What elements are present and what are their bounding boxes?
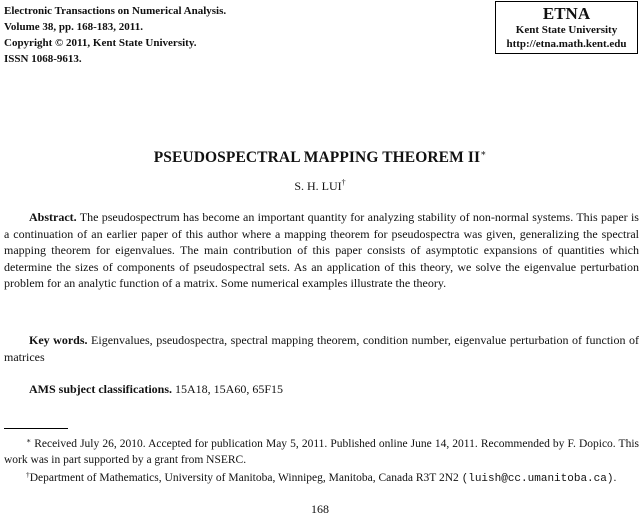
- etna-url[interactable]: http://etna.math.kent.edu: [506, 38, 627, 50]
- page-number: 168: [311, 502, 329, 516]
- paper-title: [0, 148, 640, 167]
- footnote-2-text: Department of Mathematics, University of Manitoba, Winnipeg, Manitoba, Canada R3T 2N2: [29, 472, 459, 484]
- journal-name: Electronic Transactions on Numerical Analysis.: [4, 5, 227, 17]
- footnote-2-end: .: [613, 472, 617, 484]
- keywords: [4, 332, 639, 365]
- title-footnote-mark: ∗: [480, 148, 487, 158]
- author-footnote-mark: †: [341, 178, 346, 187]
- etna-name: ETNA: [542, 4, 591, 23]
- etna-university: Kent State University: [515, 24, 618, 36]
- abstract-text: The pseudospectrum has become an important quantity for analyzing stability of non-normal systems. This paper is a continuation of an earlier paper of this author where a mapping theorem for pseudospectra was given, generalizing the spectral mapping theorem for eigenvalues. The main contribution of this paper consists of asymptotic expansions of quantities which determine the sizes of components of pseudospectral sets. As an application of this theory, we solve the eigenvalue perturbation problem for an analytic function of a matrix. Some numerical examples illustrate the theory.: [4, 210, 639, 290]
- footnote-received: [4, 433, 639, 468]
- author-email[interactable]: (luish@cc.umanitoba.ca): [461, 473, 614, 485]
- journal-copyright: Copyright © 2011, Kent State University.: [4, 37, 197, 49]
- footnote-divider: [4, 428, 68, 429]
- abstract-heading: Abstract.: [29, 210, 77, 224]
- abstract: [4, 209, 639, 292]
- footnote-1-text: Received July 26, 2010. Accepted for publication May 5, 2011. Published online June 14, 2011. Recommended by F. Dopico. This work was in part supported by a grant from NSERC.: [4, 438, 640, 466]
- ams-text: 15A18, 15A60, 65F15: [175, 382, 284, 396]
- paper-title-text: PSEUDOSPECTRAL MAPPING THEOREM II: [153, 149, 481, 166]
- footnote-1-mark: ∗: [26, 436, 32, 445]
- author-name: S. H. LUI: [294, 179, 342, 193]
- footnote-affiliation: [4, 467, 639, 488]
- ams-heading: AMS subject classifications.: [29, 382, 172, 396]
- etna-box: [495, 1, 638, 54]
- ams-classifications: [4, 381, 639, 398]
- keywords-text: Eigenvalues, pseudospectra, spectral mapping theorem, condition number, eigenvalue perturbation of function of matrices: [4, 333, 639, 364]
- footnote-2-mark: †: [26, 470, 30, 479]
- keywords-heading: Key words.: [29, 333, 88, 347]
- journal-issn: ISSN 1068-9613.: [4, 53, 82, 65]
- journal-header: [4, 3, 226, 67]
- journal-volume: Volume 38, pp. 168-183, 2011.: [4, 21, 143, 33]
- paper-author: [0, 178, 640, 194]
